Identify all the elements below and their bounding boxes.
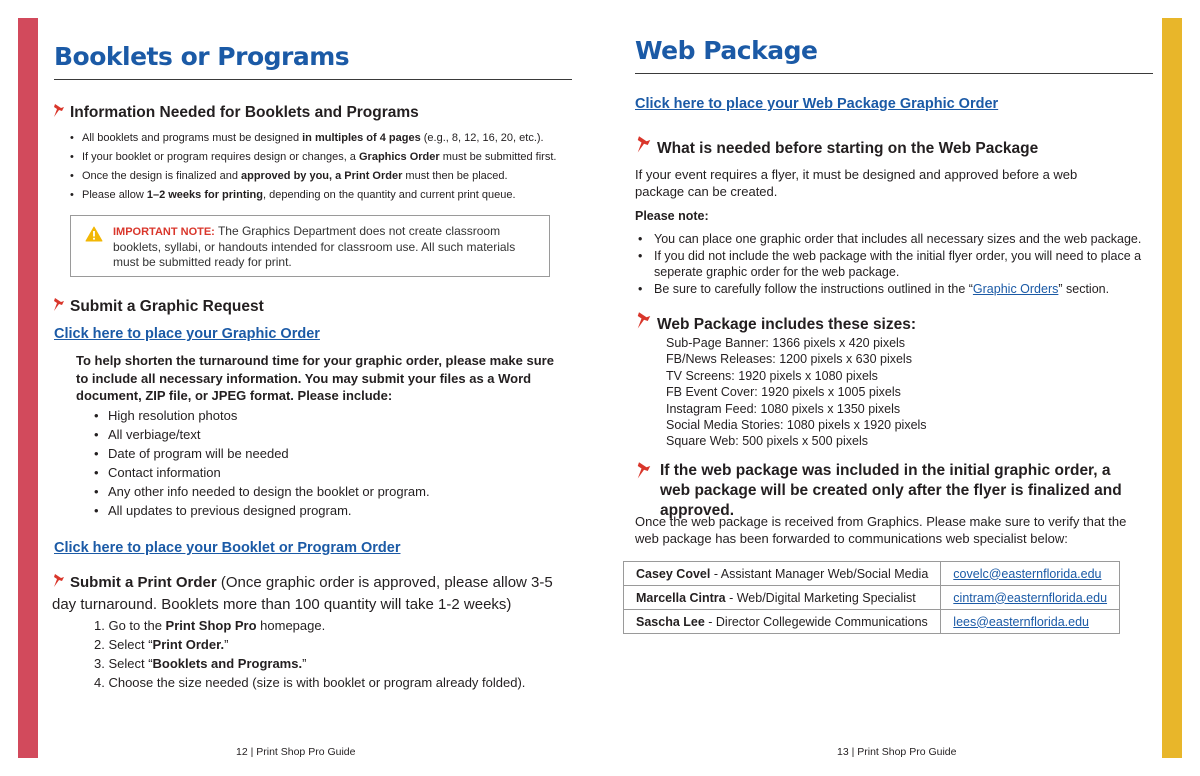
pushpin-icon [635, 135, 653, 155]
graphic-orders-link[interactable]: Graphic Orders [972, 281, 1059, 296]
right-page [600, 0, 1200, 776]
graphic-request-heading-text: Submit a Graphic Request [70, 298, 264, 315]
email-link[interactable]: covelc@easternflorida.edu [953, 566, 1102, 581]
size-list [666, 335, 1146, 450]
sizes-heading-text: Web Package includes these sizes: [657, 316, 917, 333]
contact-email-cell [941, 562, 1120, 586]
list-item: • If you did not include the web package with the initial flyer order, you will need to place a seperate graphic order for the web package. [636, 248, 1166, 281]
list-item: • All verbiage/text [92, 425, 562, 444]
table-row [624, 562, 1120, 586]
graphic-order-link[interactable]: Click here to place your Graphic Order [54, 326, 320, 342]
list-item: • Be sure to carefully follow the instructions outlined in the “Graphic Orders” section. [636, 281, 1166, 298]
list-item: 3. Select “Booklets and Programs.” [94, 656, 307, 671]
contact-email-cell [941, 610, 1120, 634]
pushpin-icon [635, 311, 653, 331]
important-note-box [70, 215, 550, 277]
pushpin-icon [52, 573, 66, 589]
list-item: • High resolution photos [92, 406, 562, 425]
booklet-order-link[interactable]: Click here to place your Booklet or Program Order [54, 540, 401, 556]
initial-order-heading [635, 461, 1135, 521]
initial-order-heading-text: If the web package was included in the initial graphic order, a web package will be created only after the flyer is finalized and approved. [660, 462, 1122, 519]
info-heading-text: Information Needed for Booklets and Programs [70, 104, 419, 121]
list-item: • Please allow 1–2 weeks for printing, depending on the quantity and current print queue. [68, 186, 588, 205]
list-item: Sub-Page Banner: 1366 pixels x 420 pixels [666, 336, 906, 350]
note-bullets [636, 231, 1166, 297]
contact-name-cell: Marcella Cintra - Web/Digital Marketing Specialist [624, 586, 941, 610]
left-color-bar [18, 18, 38, 758]
warning-icon [85, 226, 103, 242]
list-item: 4. Choose the size needed (size is with booklet or program already folded). [94, 675, 526, 690]
title-rule [635, 73, 1153, 74]
contact-email-cell [941, 586, 1120, 610]
list-item: TV Screens: 1920 pixels x 1080 pixels [666, 368, 878, 383]
pushpin-icon [52, 297, 66, 313]
list-item: • You can place one graphic order that includes all necessary sizes and the web package. [636, 231, 1166, 248]
once-text: Once the web package is received from Graphics. Please make sure to verify that the web package has been forwarded to communications web specialist below: [635, 514, 1127, 546]
needed-text: If your event requires a flyer, it must be designed and approved before a web package can be created. [635, 167, 1078, 199]
page-footer-left: 12 | Print Shop Pro Guide [236, 746, 356, 758]
pushpin-icon [635, 461, 653, 481]
graphic-items [92, 406, 562, 520]
important-note-text: IMPORTANT NOTE: The Graphics Department does not create classroom booklets, syllabi, or handouts intended for classroom use. All such materials must be submitted ready for print. [113, 224, 516, 269]
info-heading [52, 103, 419, 122]
page-title-booklets: Booklets or Programs [54, 42, 350, 71]
needed-heading [635, 135, 1038, 158]
contacts-table [623, 561, 1120, 634]
list-item: Social Media Stories: 1080 pixels x 1920 pixels [666, 418, 927, 433]
graphic-intro: To help shorten the turnaround time for your graphic order, please make sure to include all necessary information. You may submit your files as a Word document, ZIP file, or JPEG format. Please include: [76, 353, 554, 403]
list-item: • All booklets and programs must be designed in multiples of 4 pages (e.g., 8, 12, 16, 20, etc.). [68, 129, 588, 148]
contact-name-cell: Sascha Lee - Director Collegewide Communications [624, 610, 941, 634]
list-item: FB/News Releases: 1200 pixels x 630 pixels [666, 352, 912, 367]
info-bullets [68, 129, 588, 205]
right-color-bar [1162, 18, 1182, 758]
print-order-heading: Submit a Print Order (Once graphic order is approved, please allow 3-5 day turnaround. Booklets more than 100 quantity will take 1-2 weeks) [52, 574, 553, 613]
sizes-heading [635, 311, 916, 334]
list-item: • Any other info needed to design the booklet or program. [92, 482, 562, 501]
title-rule [54, 79, 572, 80]
please-note-label: Please note: [635, 209, 709, 223]
list-item: 1. Go to the Print Shop Pro homepage. [94, 618, 326, 633]
list-item: Square Web: 500 pixels x 500 pixels [666, 434, 868, 449]
table-row [624, 586, 1120, 610]
needed-heading-text: What is needed before starting on the Web Package [657, 140, 1039, 157]
page-footer-right: 13 | Print Shop Pro Guide [837, 746, 957, 758]
list-item: • Once the design is finalized and approved by you, a Print Order must then be placed. [68, 167, 588, 186]
contact-name-cell: Casey Covel - Assistant Manager Web/Social Media [624, 562, 941, 586]
list-item: 2. Select “Print Order.” [94, 637, 229, 652]
email-link[interactable]: cintram@easternflorida.edu [953, 590, 1108, 605]
list-item: FB Event Cover: 1920 pixels x 1005 pixels [666, 385, 901, 400]
list-item: • If your booklet or program requires design or changes, a Graphics Order must be submitted first. [68, 148, 588, 167]
list-item: • Date of program will be needed [92, 444, 562, 463]
pushpin-icon [52, 103, 66, 119]
web-package-order-link[interactable]: Click here to place your Web Package Graphic Order [635, 96, 999, 112]
email-link[interactable]: lees@easternflorida.edu [953, 614, 1089, 629]
list-item: • All updates to previous designed program. [92, 501, 562, 520]
graphic-request-heading [52, 297, 264, 316]
print-order-steps [94, 616, 564, 692]
page-title-web-package: Web Package [635, 36, 818, 65]
list-item: Instagram Feed: 1080 pixels x 1350 pixels [666, 401, 901, 416]
table-row [624, 610, 1120, 634]
list-item: • Contact information [92, 463, 562, 482]
